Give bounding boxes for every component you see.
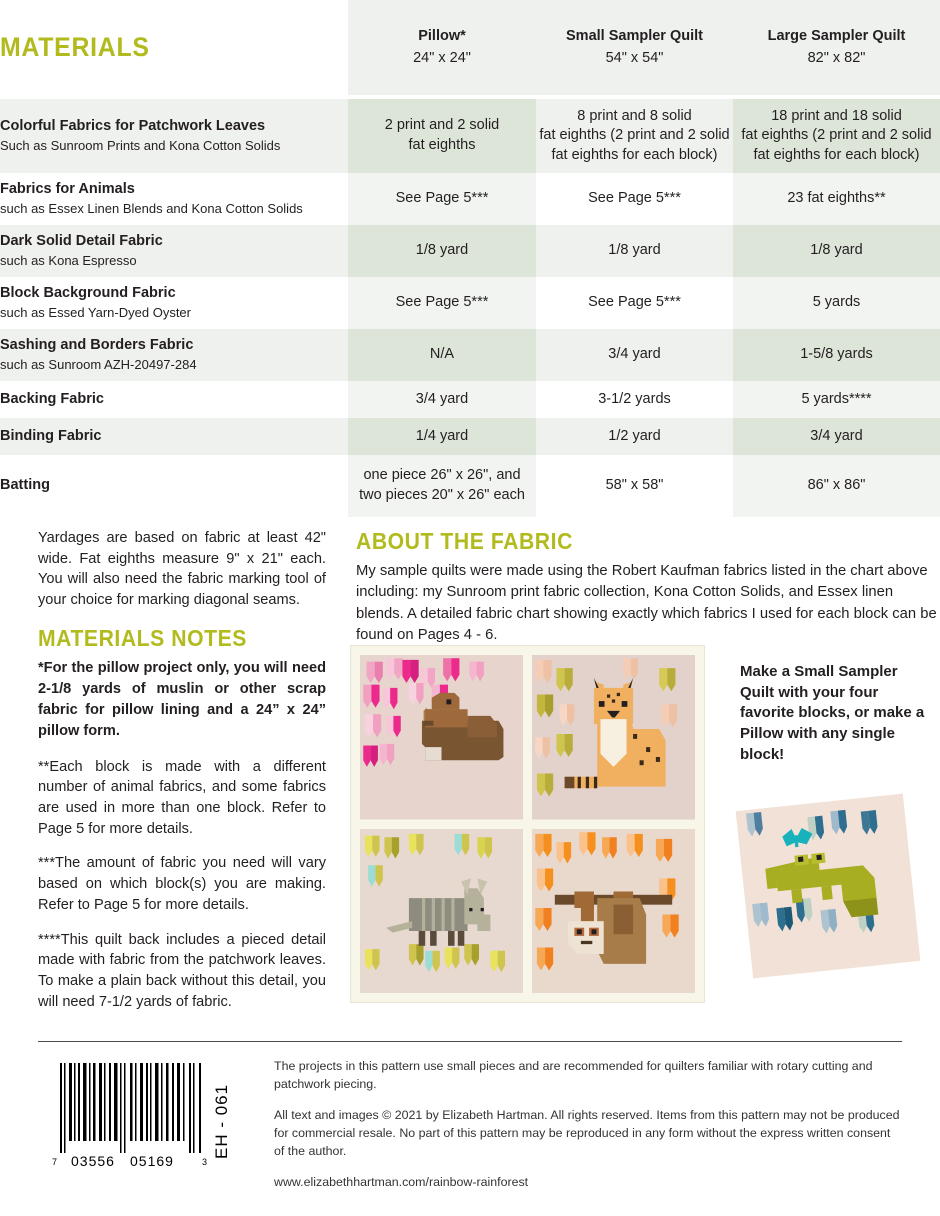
column-header-large-quilt [733,0,940,95]
cell-pillow: one piece 26" x 26", and two pieces 20" x 26" each [348,455,536,517]
row-label: Backing Fabric [0,390,104,407]
row-label-cell [0,381,348,418]
lynx-block-art [532,655,695,820]
cell-small: See Page 5*** [536,277,733,329]
cell-small: 1/8 yard [536,225,733,277]
column-header-size: 54" x 54" [605,49,664,66]
row-sublabel: such as Sunroom AZH-20497-284 [0,357,197,373]
footer-text-column [274,1058,904,1205]
about-fabric-column [356,524,940,646]
pillow-block-art [736,794,921,979]
table-header-row [0,0,940,95]
quilt-block-capybara [360,655,523,820]
sloth-block-art [532,829,695,994]
barcode-digit-group2: 05169 [130,1153,174,1169]
armadillo-block-art [360,829,523,994]
note-fabric-amount: ***The amount of fabric you need will vary based on which block(s) you are making. Refer to Page 5 for more details. [38,855,326,913]
row-label-cell [0,277,348,329]
cell-pillow: N/A [348,329,536,381]
row-label: Batting [0,477,50,494]
row-label-cell [0,455,348,517]
footer-divider [38,1041,902,1042]
table-row [0,381,940,418]
cell-small: See Page 5*** [536,173,733,225]
cell-pillow: See Page 5*** [348,277,536,329]
table-row [0,277,940,329]
tagline-text: Make a Small Sampler Quilt with your four favorite blocks, or make a Pillow with any single block! [740,663,925,763]
cell-small: 58" x 58" [536,455,733,517]
cell-pillow: 2 print and 2 solid fat eighths [348,99,536,173]
about-fabric-body: My sample quilts were made using the Robert Kaufman fabrics listed in the chart above including: my Sunroom print fabric collection, Kona Cotton Solids, and Essex linen blends. A detailed fabric chart showing exactly which fabrics I used for each block can be found on Pages 4 - 6. [356,563,937,643]
sampler-quilt-image [350,645,705,1003]
cell-small: 3-1/2 yards [536,381,733,418]
column-header-name: Large Sampler Quilt [767,27,906,44]
column-header-name: Small Sampler Quilt [566,27,703,44]
row-label: Fabrics for Animals [0,181,135,198]
note-pillow: *For the pillow project only, you will need 2-1/8 yards of muslin or other scrap fabric for pillow lining and a 24” x 24” pillow form. [38,659,326,740]
barcode-digit-right: 3 [202,1157,208,1167]
cell-large: 1-5/8 yards [733,329,940,381]
row-label: Dark Solid Detail Fabric [0,233,163,250]
note-quilt-back: ****This quilt back includes a pieced detail made with fabric from the patchwork leaves. To make a plain back without this detail, you will need 7-1/2 yards of fabric. [38,931,326,1010]
cell-pillow: See Page 5*** [348,173,536,225]
capybara-block-art [360,655,523,820]
note-animal-fabrics: **Each block is made with a different number of animal fabrics, and some fabrics are used in more than one block. Refer to Page 5 for more details. [38,758,326,837]
table-row [0,99,940,173]
row-label-cell [0,225,348,277]
cell-small: 3/4 yard [536,329,733,381]
barcode-digit-left: 7 [52,1157,58,1167]
left-notes-column [38,528,326,1026]
cell-large: 5 yards**** [733,381,940,418]
barcode-digit-group1: 03556 [71,1153,115,1169]
cell-large: 3/4 yard [733,418,940,455]
materials-notes-title: MATERIALS NOTES [38,624,247,651]
cell-large: 23 fat eighths** [733,173,940,225]
quilt-block-sloth [532,829,695,994]
cell-large: 1/8 yard [733,225,940,277]
crocodile-block-art [736,794,921,979]
cell-small: 8 print and 8 solid fat eighths (2 print and 2 solid fat eighths for each block) [536,99,733,173]
table-row [0,225,940,277]
row-label: Binding Fabric [0,427,102,444]
row-sublabel: such as Essex Linen Blends and Kona Cotton Solids [0,201,303,217]
row-label-cell [0,418,348,455]
column-header-pillow [348,0,536,95]
item-code: EH - 061 [212,1083,231,1159]
cell-small: 1/2 yard [536,418,733,455]
column-header-size: 82" x 82" [807,49,866,66]
quilt-block-lynx [532,655,695,820]
table-row [0,418,940,455]
pillow-image [722,790,932,1000]
row-sublabel: such as Essed Yarn-Dyed Oyster [0,305,191,321]
barcode-bars [52,1063,212,1153]
column-header-size: 24" x 24" [413,49,471,66]
materials-table [0,0,940,517]
row-label: Block Background Fabric [0,285,176,302]
barcode-digits [52,1153,212,1171]
page-title: MATERIALS [0,32,150,62]
footer-copyright: All text and images © 2021 by Elizabeth Hartman. All rights reserved. Items from this pattern may not be produced for commercial resale. No part of this pattern may be reproduced in any form without the express written consent of the author. [274,1107,900,1158]
row-label-cell [0,99,348,173]
row-label-cell [0,173,348,225]
table-row [0,455,940,517]
about-fabric-title: ABOUT THE FABRIC [356,528,573,554]
row-sublabel: such as Kona Espresso [0,253,137,269]
row-label: Colorful Fabrics for Patchwork Leaves [0,118,266,135]
cell-large: 18 print and 18 solid fat eighths (2 print and 2 solid fat eighths for each block) [733,99,940,173]
footer-note: The projects in this pattern use small pieces and are recommended for quilters familiar with rotary cutting and patchwork piecing. [274,1059,873,1091]
row-label-cell [0,329,348,381]
table-row [0,173,940,225]
cell-large: 5 yards [733,277,940,329]
footer-website: www.elizabethhartman.com/rainbow-rainforest [274,1174,529,1189]
cell-large: 86" x 86" [733,455,940,517]
barcode [52,1063,212,1171]
yardage-intro-text: Yardages are based on fabric at least 42" wide. Fat eighths measure 9" x 21" each. You will also need the fabric marking tool of your choice for marking diagonal seams. [38,530,326,609]
row-label: Sashing and Borders Fabric [0,337,194,354]
table-row [0,329,940,381]
column-header-name: Pillow* [418,27,466,44]
cell-pillow: 1/4 yard [348,418,536,455]
row-sublabel: Such as Sunroom Prints and Kona Cotton Solids [0,138,281,154]
quilt-block-armadillo [360,829,523,994]
column-header-small-quilt [536,0,733,95]
cell-pillow: 1/8 yard [348,225,536,277]
cell-pillow: 3/4 yard [348,381,536,418]
